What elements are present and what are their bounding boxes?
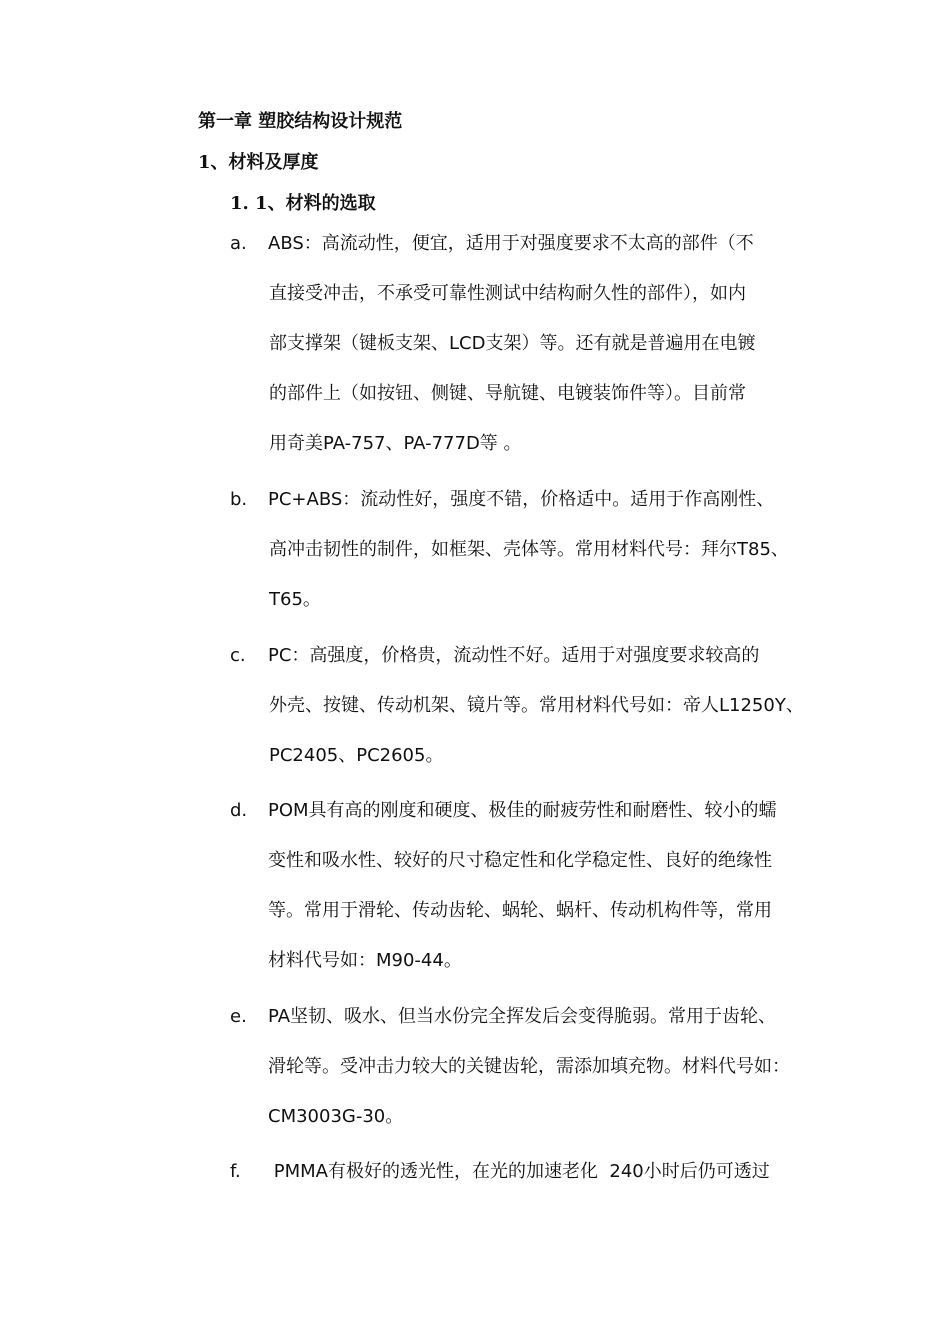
subsection-title: 1. 1、材料的选取 bbox=[230, 193, 376, 214]
chapter-title: 第一章 塑胶结构设计规范 bbox=[198, 111, 403, 132]
text-line: POM具有高的刚度和硬度、极佳的耐疲劳性和耐磨性、较小的蠕 bbox=[268, 800, 777, 821]
text-line: PMMA有极好的透光性，在光的加速老化 240小时后仍可透过 bbox=[268, 1161, 770, 1182]
list-item-text bbox=[268, 631, 816, 781]
text-line: 等。常用于滑轮、传动齿轮、蜗轮、蜗杆、传动机构件等，常用 bbox=[268, 900, 772, 921]
list-marker: d. bbox=[230, 800, 248, 821]
list-item-text bbox=[268, 475, 816, 625]
section-title: 1、材料及厚度 bbox=[198, 152, 319, 173]
text-line: 高冲击韧性的制件，如框架、壳体等。常用材料代号：拜尔T85、 bbox=[269, 539, 789, 560]
text-line: PC2405、PC2605。 bbox=[269, 745, 444, 766]
list-marker: f. bbox=[230, 1161, 241, 1182]
text-line: PA坚韧、吸水、但当水份完全挥发后会变得脆弱。常用于齿轮、 bbox=[268, 1006, 777, 1027]
list-marker: a. bbox=[230, 233, 247, 254]
text-line: 直接受冲击，不承受可靠性测试中结构耐久性的部件），如内 bbox=[269, 283, 746, 304]
text-line: PC：高强度，价格贵，流动性不好。适用于对强度要求较高的 bbox=[268, 645, 760, 666]
text-line: 滑轮等。受冲击力较大的关键齿轮，需添加填充物。材料代号如： bbox=[268, 1056, 790, 1077]
list-marker: b. bbox=[230, 489, 248, 510]
text-line: T65。 bbox=[269, 589, 321, 610]
list-marker: c. bbox=[230, 645, 246, 666]
text-line: 材料代号如：M90-44。 bbox=[268, 950, 462, 971]
text-line: 变性和吸水性、较好的尺寸稳定性和化学稳定性、良好的绝缘性 bbox=[268, 850, 772, 871]
text-line: 外壳、按键、传动机架、镜片等。常用材料代号如：帝人L1250Y、 bbox=[269, 695, 804, 716]
text-line: PC+ABS：流动性好，强度不错，价格适中。适用于作高刚性、 bbox=[268, 489, 775, 510]
text-line: 用奇美PA-757、PA-777D等 。 bbox=[269, 433, 522, 454]
list-marker: e. bbox=[230, 1006, 247, 1027]
list-item-text bbox=[268, 786, 816, 986]
text-line: ABS：高流动性，便宜，适用于对强度要求不太高的部件（不 bbox=[268, 233, 754, 254]
text-line: 的部件上（如按钮、侧键、导航键、电镀装饰件等）。目前常 bbox=[269, 383, 746, 404]
list-item-text bbox=[268, 1147, 816, 1197]
list-item-text bbox=[268, 992, 816, 1142]
list-item-text bbox=[268, 219, 816, 469]
text-line: CM3003G-30。 bbox=[268, 1106, 404, 1127]
text-line: 部支撑架（键板支架、LCD支架）等。还有就是普遍用在电镀 bbox=[269, 333, 756, 354]
